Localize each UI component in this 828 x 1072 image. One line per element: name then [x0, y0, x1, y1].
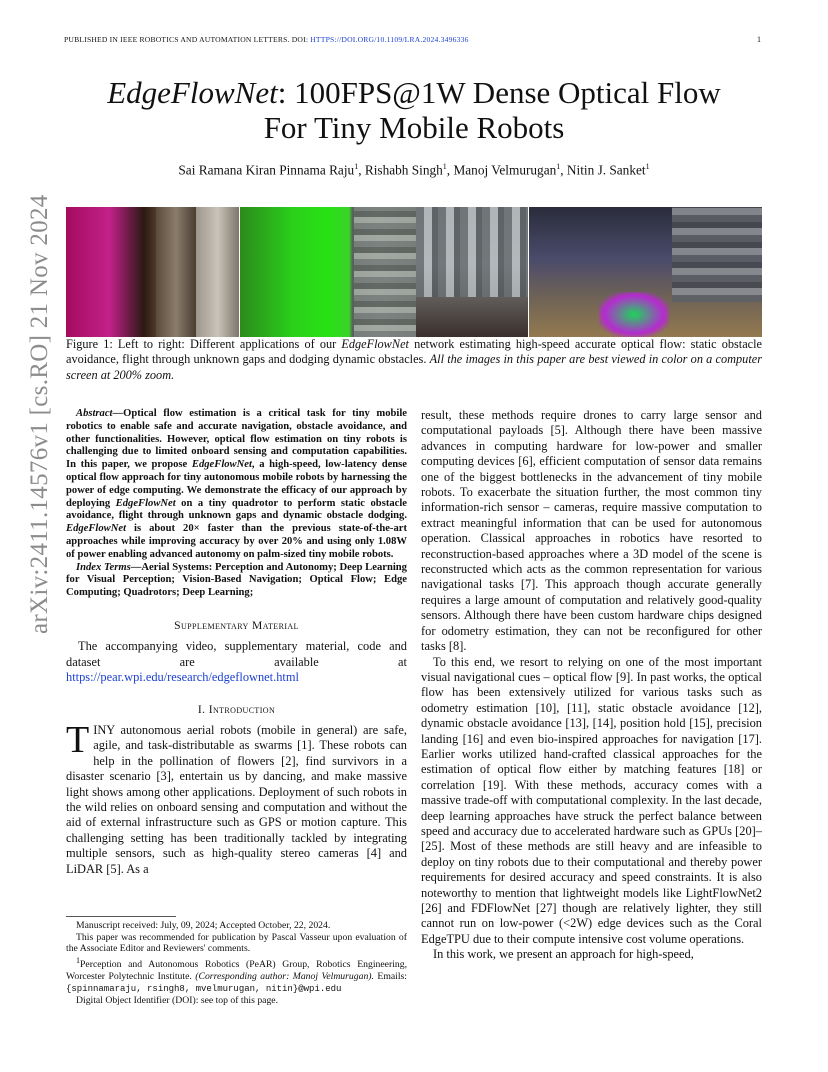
abstract-text: on a tiny quadrotor to perform static obstacle avoidance, flight through unknown gaps and dynamic obstacle dodging. [66, 497, 407, 522]
abstract-method-name: EdgeFlowNet [191, 459, 252, 471]
page-number: 1 [757, 35, 761, 44]
author-name: Nitin J. Sanket [566, 162, 646, 178]
caption-note: All the images in this paper are best viewed in color on a computer screen at 200% zoom. [66, 352, 762, 382]
running-header [64, 35, 469, 44]
caption-body: network estimating high-speed accurate optical flow: static obstacle avoidance, flight through unknown gaps and dodging dynamic obstacles. [66, 337, 762, 367]
index-terms-label: Index Terms [76, 561, 131, 573]
emails-label: Emails: [373, 971, 407, 983]
paper-title [40, 75, 788, 145]
corresponding-author: (Corresponding author: Manoj Velmurugan). [195, 971, 374, 983]
supplementary-text: The accompanying video, supplementary material, code and dataset are available at [66, 639, 407, 669]
footnote-recommended: This paper was recommended for publication by Pascal Vasseur upon evaluation of the Associate Editor and Reviewers' comments. [66, 931, 407, 955]
figure-panel-dynamic-obstacle [529, 207, 762, 337]
index-terms-text: —Aerial Systems: Perception and Autonomy; Deep Learning for Visual Perception; Vision-Based Navigation; Optical Flow; Edge Computing; Quadrotors; Deep Learning; [66, 561, 407, 599]
figure-panel-static-obstacle [66, 207, 239, 337]
author-affiliation: 1 [354, 162, 359, 171]
footnote-rule [66, 916, 176, 917]
section-heading-supplementary: Supplementary Material [174, 618, 299, 632]
intro-text: autonomous aerial robots (mobile in general) are safe, agile, and task-distributable as swarms [1]. These robots can help in the pollination of flowers [2], find survivors in a disaster scenario [3], entertain us by dancing, and make massive light shows among other applications. Deployment of such robots in the wild relies on onboard sensing and computation and without the aid of external infrastructure such as GPS or motion capture. This challenging setting has been traditionally tackled by integrating multiple sensors, such as high-quality stereo cameras [4] and LiDAR [5]. As a [66, 722, 407, 876]
author-name: Rishabh Singh [364, 162, 443, 178]
footnote-marker: 1 [76, 956, 81, 966]
figure-1-image-strip [66, 207, 762, 337]
index-terms [66, 562, 407, 600]
body-paragraph: To this end, we resort to relying on one of the most important visual navigational cues – optical flow [9]. In past works, the optical flow has been extensively utilized for various tasks such as odometry estimation [10], [11], static obstacle avoidance [12], dynamic obstacle avoidance [13], [14], position hold [15], precision landing [16] and even bio-inspired approaches for navigation [17]. Earlier works utilized hand-crafted classical approaches for the estimation of optical flow either by matching features [18] or correlation [19]. With these methods, accuracy comes with a massive trade-off with computational complexity. In the last decade, deep learning approaches have struck the perfect balance between speed and accuracy due to accelerated hardware such as GPUs [20]–[25]. Most of these methods are still heavy and are infeasible to deploy on tiny robots due to their computational and thereby power requirements for desired accuracy and speed constraints. It is also noteworthy to mention that lightweight models like LightFlowNet2 [26] and FDFlowNet [27] though are relatively lighter, they still cannot run on low-power (<2W) edge devices such as the Coral EdgeTPU due to their compute intensive cost volume operations. [421, 654, 762, 946]
body-paragraph: In this work, we present an approach for high-speed, [433, 947, 694, 962]
right-column [421, 408, 762, 963]
introduction-paragraph [66, 718, 407, 877]
author-affiliation: 1 [442, 162, 447, 171]
abstract [66, 408, 407, 562]
abstract-text: , a high-speed, low-latency dense optical flow approach for tiny autonomous mobile robots by harnessing the power of edge computing. We demonstrate the efficacy of our approach by deploying [66, 459, 407, 509]
left-column [66, 408, 407, 877]
abstract-text: —Optical flow estimation is a critical task for tiny mobile robotics to enable safe and accurate navigation, obstacle avoidance, and other functionalities. However, optical flow estimation on tiny robots is challenging due to limited onboard sensing and computation capabilities. In this paper, we propose [66, 408, 407, 471]
supplementary-paragraph [66, 639, 407, 685]
arxiv-stamp: arXiv:2411.14576v1 [cs.RO] 21 Nov 2024 [26, 194, 53, 634]
figure-panel-wall [416, 207, 529, 337]
abstract-text: is about 20× faster than the previous state-of-the-art approaches while improving accuracy by over 20% and using only 1.08W of power enabling advanced autonomy on palm-sized tiny mobile robots. [66, 523, 407, 560]
title-line1-rest: : 100FPS@1W Dense Optical Flow [277, 75, 721, 110]
footnote-doi: Digital Object Identifier (DOI): see top of this page. [76, 995, 279, 1007]
figure-caption [66, 337, 762, 383]
figure-panel-gap-flight [240, 207, 416, 337]
section-heading-introduction: I. Introduction [197, 702, 276, 716]
author-name: Manoj Velmurugan [453, 162, 557, 178]
footnotes [66, 920, 407, 1007]
caption-method-name: EdgeFlowNet [341, 337, 409, 351]
abstract-method-name: EdgeFlowNet [66, 523, 127, 535]
footnote-affiliation [66, 955, 407, 995]
author-affiliation: 1 [645, 162, 650, 171]
affiliation-text: Perception and Autonomous Robotics (PeAR) Group, Robotics Engineering, Worcester Polytechnic Institute. [66, 959, 407, 983]
journal-name: PUBLISHED IN IEEE ROBOTICS AND AUTOMATION LETTERS. DOI: [64, 35, 311, 44]
author-name: Sai Ramana Kiran Pinnama Raju [178, 162, 355, 178]
author-emails: {spinnamaraju, rsingh8, mvelmurugan, nitin}@wpi.edu [66, 983, 342, 994]
title-method-name: EdgeFlowNet [107, 75, 278, 110]
project-link[interactable]: https://pear.wpi.edu/research/edgeflownet.html [66, 670, 299, 685]
drop-cap: T [66, 718, 90, 761]
footnote-received: Manuscript received: July, 09, 2024; Accepted October, 22, 2024. [76, 920, 331, 931]
author-affiliation: 1 [556, 162, 561, 171]
caption-prefix: Figure 1: Left to right: Different applications of our [66, 337, 342, 351]
body-paragraph: result, these methods require drones to carry large sensor and computational payloads [5]. Although there have been massive advances in computing hardware for low-power and smaller computing devices [6], efficient computation of sensor data remains one of the biggest bottlenecks in the advancement of tiny mobile robots. To exacerbate the situation further, the most common tiny information-rich sensor – cameras, require massive computation to extract meaningful information that can be used for autonomous operation. Classical approaches in robotics have resorted to reconstruction-based approaches where a 3D model of the scene is reconstructed which acts as the common representation for various navigational tasks [7]. This approach though accurate generally requires a large amount of computation and relatively good-quality sensors. Although there have been custom hardware chips designed for odometry estimation, they can not be reconfigured for other tasks [8]. [421, 408, 762, 654]
doi-link[interactable]: HTTPS://DOI.ORG/10.1109/LRA.2024.3496336 [310, 35, 469, 44]
abstract-method-name: EdgeFlowNet [115, 497, 176, 509]
intro-first-word: INY [93, 722, 115, 737]
author-list: Sai Ramana Kiran Pinnama Raju$^1$, Rishabh Singh$^1$, Manoj Velmurugan$^1$, Nitin J. Sanket$^1$ [178, 162, 650, 178]
title-line2: For Tiny Mobile Robots [263, 110, 565, 145]
abstract-label: Abstract [76, 408, 113, 419]
